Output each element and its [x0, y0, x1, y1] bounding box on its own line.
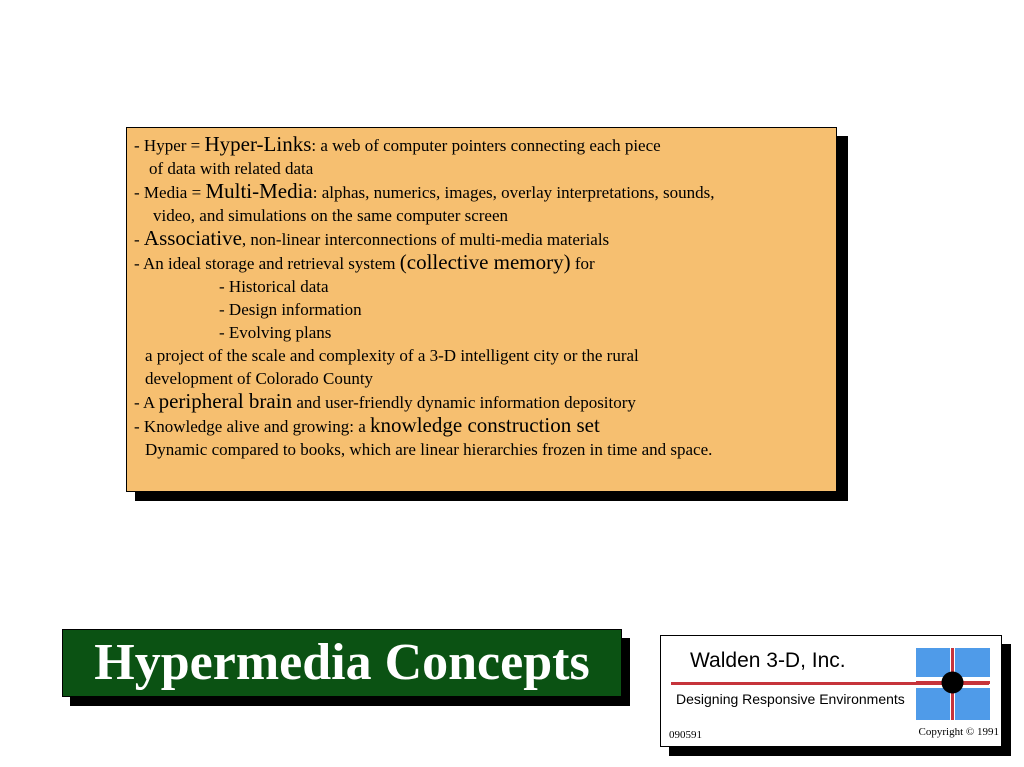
- bullet-text: -: [134, 230, 144, 249]
- bullet-text: , non-linear interconnections of multi-media materials: [241, 230, 610, 249]
- logo-card: [660, 635, 1002, 747]
- bullet-continuation: development of Colorado County: [145, 369, 374, 388]
- company-tagline: Designing Responsive Environments: [676, 691, 905, 707]
- logo-square-br: [955, 688, 990, 720]
- logo-center-dot: [942, 672, 964, 694]
- copyright-notice: Copyright © 1991: [918, 726, 999, 738]
- bullet-text: for: [570, 254, 595, 273]
- bullet-peripheral-brain: [134, 390, 830, 414]
- bullet-text: : alphas, numerics, images, overlay interpretations, sounds,: [312, 183, 715, 202]
- bullet-hyper: [134, 133, 830, 157]
- bullet-text: - Hyper =: [134, 136, 205, 155]
- content-box: [126, 127, 837, 492]
- sub-item-historical: - Historical data: [219, 277, 329, 296]
- bullet-media: [134, 180, 830, 204]
- bullet-text: - A: [134, 393, 159, 412]
- bullet-text: : a web of computer pointers connecting each piece: [311, 136, 661, 155]
- sub-item-design: - Design information: [219, 300, 362, 319]
- bullet-storage: [134, 251, 830, 275]
- bullet-text: and user-friendly dynamic information depository: [292, 393, 636, 412]
- logo-square-tl: [916, 648, 950, 677]
- bullet-continuation: a project of the scale and complexity of a 3-D intelligent city or the rural: [145, 346, 639, 365]
- bullet-knowledge: [134, 414, 830, 438]
- term-knowledge-construction-set: knowledge construction set: [370, 413, 600, 437]
- bullet-text: - Knowledge alive and growing: a: [134, 417, 371, 436]
- logo-square-bl: [916, 688, 950, 720]
- term-collective-memory: (collective memory): [399, 250, 571, 274]
- bullet-continuation: of data with related data: [149, 159, 314, 178]
- bullet-text: - An ideal storage and retrieval system: [134, 254, 400, 273]
- bullet-continuation: Dynamic compared to books, which are linear hierarchies frozen in time and space.: [145, 440, 713, 459]
- bullet-text: - Media =: [134, 183, 206, 202]
- page-title: Hypermedia Concepts: [94, 634, 590, 691]
- sub-item-plans: - Evolving plans: [219, 323, 332, 342]
- term-hyper-links: Hyper-Links: [204, 132, 312, 156]
- walden-logo-icon: [916, 648, 990, 720]
- term-peripheral-brain: peripheral brain: [158, 389, 293, 413]
- company-name: Walden 3-D, Inc.: [690, 649, 846, 672]
- term-associative: Associative: [143, 226, 242, 250]
- bullet-continuation: video, and simulations on the same computer screen: [153, 206, 509, 225]
- document-code: 090591: [669, 729, 702, 741]
- logo-square-tr: [955, 648, 990, 677]
- title-box: [62, 629, 622, 697]
- bullet-associative: [134, 227, 830, 251]
- term-multi-media: Multi-Media: [205, 179, 313, 203]
